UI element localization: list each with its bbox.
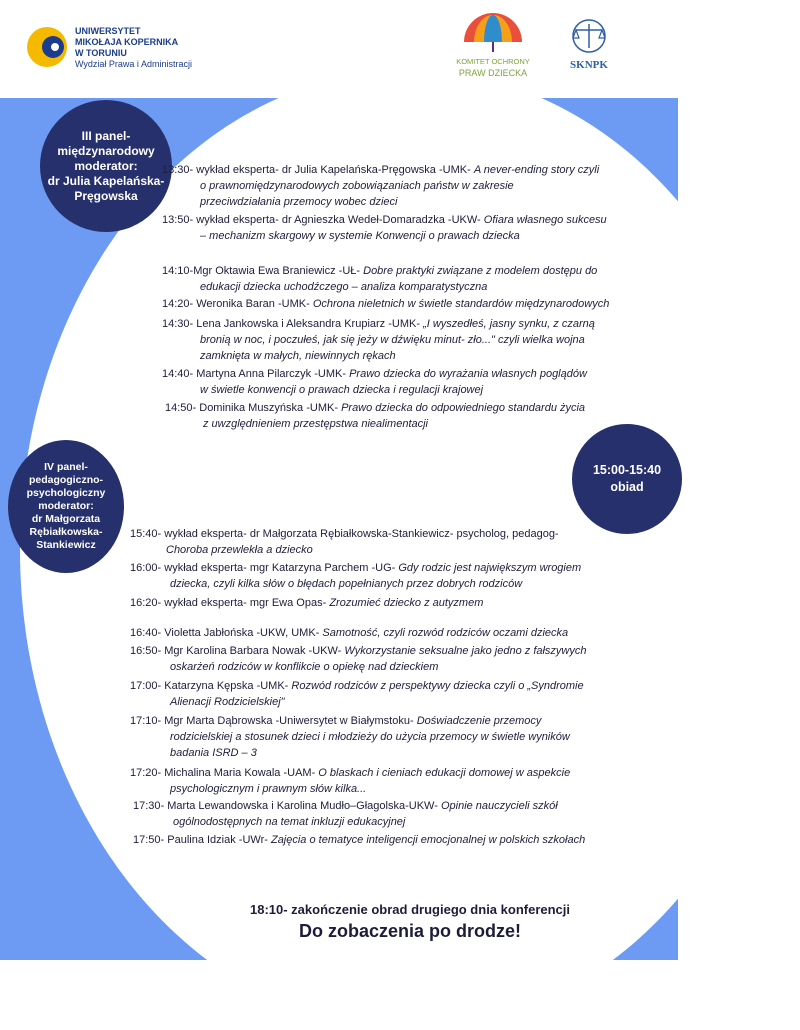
- footer: [220, 902, 600, 942]
- schedule-item: 16:40- Violetta Jabłońska -UKW, UMK- Samotność, czyli rozwód rodziców oczami dziecka: [130, 627, 569, 639]
- schedule-item: 16:20- wykład eksperta- mgr Ewa Opas- Zrozumieć dziecko z autyzmem: [130, 597, 484, 609]
- schedule-item: 17:30- Marta Lewandowska i Karolina Mudło–Głagolska-UKW- Opinie nauczycieli szkół ogólnodostępnych na temat inkluzji edukacyjnej: [133, 800, 558, 828]
- svg-text:PRAW DZIECKA: PRAW DZIECKA: [458, 68, 528, 78]
- schedule-item: 14:40- Martyna Anna Pilarczyk -UMK- Prawo dziecka do wyrażania własnych poglądów w świetle konwencji o prawach dziecka i regulacji krajowej: [162, 368, 587, 396]
- svg-text:KOMITET OCHRONY: KOMITET OCHRONY: [456, 57, 530, 66]
- schedule-item: 14:30- Lena Jankowska i Aleksandra Krupiarz -UMK- „I wyszedłeś, jasny synku, z czarną bronią w noc, i poczułeś, jak się jeży w dźwięku minut- zło..." czyli wielka wojna zamknięta w małych, niewinnych rękach: [162, 318, 595, 362]
- svg-text:SKNPK: SKNPK: [570, 59, 608, 71]
- schedule-item: 14:50- Dominika Muszyńska -UMK- Prawo dziecka do odpowiedniego standardu życia z uwzględnieniem przestępstwa niealimentacji: [165, 402, 586, 430]
- umk-name: UNIWERSYTET MIKOŁAJA KOPERNIKA W TORUNIU Wydział Prawa i Administracji: [75, 26, 192, 69]
- panel3-moderator-circle: III panel- międzynarodowy moderator: dr Julia Kapelańska- Pręgowska: [40, 100, 172, 232]
- sknpk-logo-icon: [556, 14, 622, 88]
- schedule-item: 15:40- wykład eksperta- dr Małgorzata Rębiałkowska-Stankiewicz- psycholog, pedagog- Choroba przewlekła a dziecko: [130, 528, 559, 556]
- schedule-item: 13:50- wykład eksperta- dr Agnieszka Wedeł-Domaradzka -UKW- Ofiara własnego sukcesu – mechanizm skargowy w systemie Konwencji o prawach dziecka: [162, 214, 607, 242]
- schedule-item: 16:00- wykład eksperta- mgr Katarzyna Parchem -UG- Gdy rodzic jest największym wrogiem dziecka, czyli kilka słów o błędach popełnianych przez dobrych rodziców: [130, 562, 582, 590]
- schedule-item: 17:00- Katarzyna Kępska -UMK- Rozwód rodziców z perspektywy dziecka czyli o „Syndromie Alienacji Rodzicielskiej": [130, 680, 584, 708]
- umk-logo-icon: [22, 22, 72, 72]
- header: [0, 0, 678, 98]
- lunch-break-circle: 15:00-15:40 obiad: [572, 424, 682, 534]
- schedule-item: 13:30- wykład eksperta- dr Julia Kapelańska-Pręgowska -UMK- A never-ending story czyli o prawnomiędzynarodowych zobowiązaniach państw w zakresie przeciwdziałania przemocy wobec dzieci: [162, 164, 600, 208]
- farewell-line: Do zobaczenia po drodze!: [298, 921, 521, 941]
- panel4-moderator-circle: IV panel- pedagogiczno- psychologiczny moderator: dr Małgorzata Rębiałkowska- Stankiewicz: [8, 440, 124, 573]
- schedule-item: 14:10-Mgr Oktawia Ewa Braniewicz -UŁ- Dobre praktyki związane z modelem dostępu do edukacji dziecka uchodźczego – analiza komparatystyczna: [162, 265, 598, 293]
- schedule-item: 14:20- Weronika Baran -UMK- Ochrona nieletnich w świetle standardów międzynarodowych: [162, 298, 610, 310]
- kodd-umbrella-logo-icon: [456, 12, 530, 86]
- closing-line: 18:10- zakończenie obrad drugiego dnia konferencji: [249, 902, 571, 917]
- schedule-item: 16:50- Mgr Karolina Barbara Nowak -UKW- Wykorzystanie seksualne jako jedno z fałszywych oskarżeń rodziców w konflikcie o opiekę nad dzieckiem: [130, 645, 587, 673]
- schedule-item: 17:20- Michalina Maria Kowala -UAM- O blaskach i cieniach edukacji domowej w aspekcie psychologicznym i prawnym słów kilka...: [130, 767, 571, 795]
- schedule-item: 17:10- Mgr Marta Dąbrowska -Uniwersytet w Białymstoku- Doświadczenie przemocy rodzicielskiej a stosunek dzieci i młodzieży do użycia przemocy w świetle wyników badania ISRD – 3: [130, 715, 570, 759]
- schedule-item: 17:50- Paulina Idziak -UWr- Zajęcia o tematyce inteligencji emocjonalnej w polskich szkołach: [133, 834, 586, 846]
